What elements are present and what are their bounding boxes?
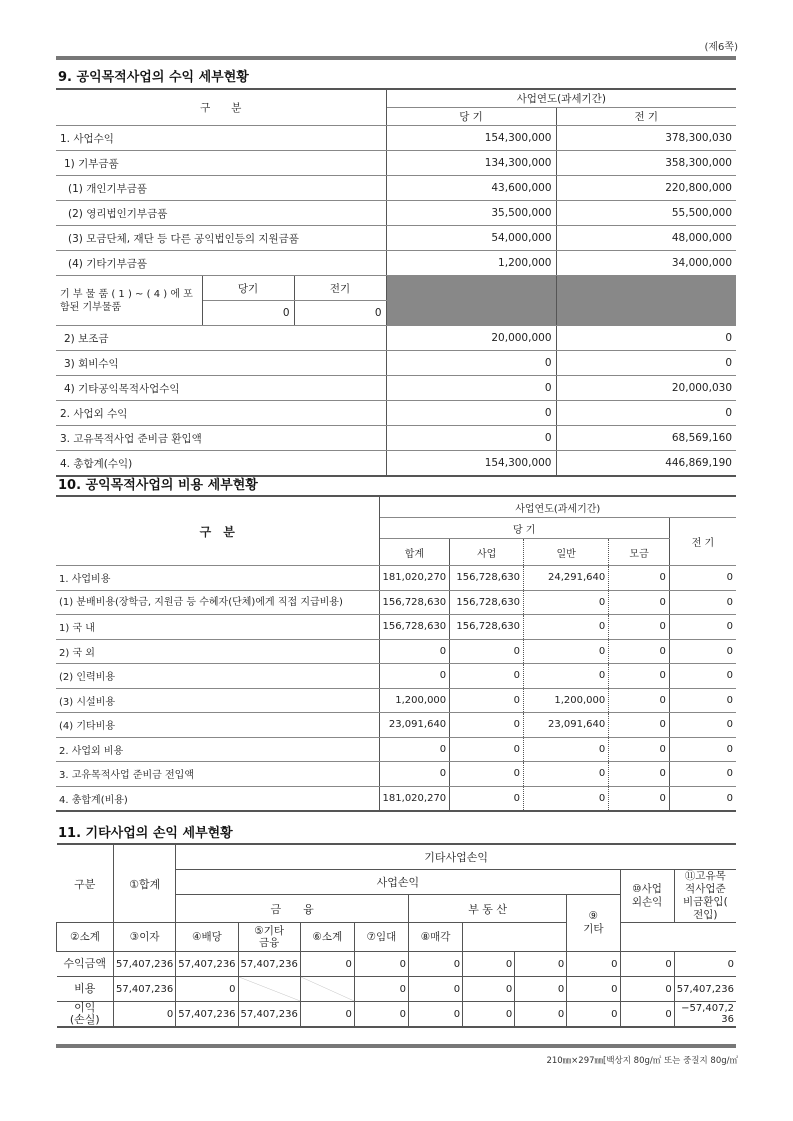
value-cell: 0 [300,1002,354,1028]
revenue-table [56,88,736,477]
value-cell: 0 [669,615,736,640]
value-cell: 0 [609,639,670,664]
value-cell: 0 [609,737,670,762]
value-cell: 0 [176,977,238,1002]
previous-value: 68,569,160 [556,426,736,451]
row-label: 3) 회비수익 [56,351,386,376]
value-cell: 0 [354,952,408,977]
table-row [56,201,736,226]
included-current-value: 0 [202,301,294,326]
included-previous-value: 0 [294,301,386,326]
row-label: (1) 분배비용(장학금, 지원금 등 수혜자(단체)에게 직접 지급비용) [56,590,379,615]
header-finance: 금 융 [176,895,409,923]
row-label: 4. 총합계(비용) [56,786,379,811]
header-kind: 구분 [57,844,114,923]
previous-value: 0 [556,351,736,376]
row-label: 1. 사업수익 [56,126,386,151]
row-label: (2) 인력비용 [56,664,379,689]
row-label: (1) 개인기부금품 [56,176,386,201]
value-cell: 0 [669,639,736,664]
header-current: 당 기 [386,108,556,126]
value-cell: 0 [354,1002,408,1028]
value-cell: 0 [567,952,620,977]
included-previous-label: 전기 [294,276,386,301]
gray-cell [386,276,556,326]
value-cell: 0 [609,786,670,811]
value-cell: 0 [524,737,609,762]
row-label: 비용 [57,977,114,1002]
value-cell: 0 [609,615,670,640]
value-cell: 0 [515,977,567,1002]
subheader-business: 사업 [450,539,524,566]
previous-value: 220,800,000 [556,176,736,201]
header-year: 사업연도(과세기간) [386,89,736,108]
previous-value: 378,300,030 [556,126,736,151]
row-label: (2) 영리법인기부금품 [56,201,386,226]
header-kind: 구 분 [56,496,379,566]
value-cell: 57,407,236 [176,952,238,977]
value-cell: 0 [379,737,450,762]
header-previous: 전 기 [556,108,736,126]
current-value: 0 [386,351,556,376]
value-cell: 156,728,630 [379,590,450,615]
table-row [56,615,736,640]
header-total: ①합계 [114,844,176,923]
subheader-cell: ④배당 [176,923,238,952]
value-cell: 0 [669,762,736,787]
value-cell: 57,407,236 [114,952,176,977]
value-cell: 0 [620,1002,674,1028]
value-cell: 0 [524,615,609,640]
subheader-cell: ⑥소계 [300,923,354,952]
value-cell: 0 [524,664,609,689]
table-row [56,401,736,426]
table-row [56,176,736,201]
table-row [56,688,736,713]
row-label: 2) 보조금 [56,326,386,351]
table-row [56,590,736,615]
row-label: 1. 사업비용 [56,566,379,591]
header-year: 사업연도(과세기간) [379,496,736,518]
row-label: (4) 기타비용 [56,713,379,738]
current-value: 0 [386,401,556,426]
subheader-cell: ⑧매각 [409,923,463,952]
value-cell: 57,407,236 [674,977,736,1002]
value-cell: 0 [609,590,670,615]
value-cell: 0 [609,762,670,787]
value-cell: 0 [524,639,609,664]
value-cell: 0 [669,713,736,738]
current-value: 20,000,000 [386,326,556,351]
value-cell: 0 [567,1002,620,1028]
previous-value: 20,000,030 [556,376,736,401]
table-row [56,351,736,376]
diagonal-empty-cell [238,977,300,1002]
value-cell: 0 [674,952,736,977]
bottom-divider [56,1044,736,1048]
included-current-label: 당기 [202,276,294,301]
subheader-cell: ⑦임대 [354,923,408,952]
value-cell: 0 [409,952,463,977]
header-current: 당 기 [379,518,669,539]
previous-value: 48,000,000 [556,226,736,251]
header-reserve: ⑪고유목 적사업준 비금환입( 전입) [674,870,736,923]
row-label: (4) 기타기부금품 [56,251,386,276]
value-cell: 0 [379,639,450,664]
header-other: 기타사업손익 [176,844,736,870]
table-row [56,713,736,738]
table-row [56,451,736,477]
row-label: 2. 사업외 수익 [56,401,386,426]
value-cell: 0 [450,737,524,762]
header-real-estate: 부 동 산 [409,895,567,923]
current-value: 154,300,000 [386,126,556,151]
row-label: 수익금액 [57,952,114,977]
value-cell: −57,407,236 [674,1002,736,1028]
value-cell: 0 [114,1002,176,1028]
previous-value: 0 [556,326,736,351]
table-row [56,326,736,351]
row-label: 2. 사업외 비용 [56,737,379,762]
current-value: 43,600,000 [386,176,556,201]
table-row [56,664,736,689]
value-cell: 0 [450,713,524,738]
value-cell: 0 [409,977,463,1002]
value-cell: 0 [379,664,450,689]
value-cell: 0 [450,786,524,811]
value-cell: 0 [450,639,524,664]
value-cell: 181,020,270 [379,786,450,811]
previous-value: 446,869,190 [556,451,736,477]
value-cell: 0 [300,952,354,977]
header-kind: 구 분 [56,89,386,126]
value-cell: 0 [669,786,736,811]
section-11-title: 11. 기타사업의 손익 세부현황 [58,826,233,841]
table-row [57,1002,737,1028]
section-10-title: 10. 공익목적사업의 비용 세부현황 [58,478,258,493]
current-value: 54,000,000 [386,226,556,251]
current-value: 0 [386,426,556,451]
value-cell: 24,291,640 [524,566,609,591]
value-cell: 0 [609,664,670,689]
row-label: (3) 모금단체, 재단 등 다른 공익법인등의 지원금품 [56,226,386,251]
value-cell: 0 [379,762,450,787]
table-row [57,977,737,1002]
value-cell: 23,091,640 [524,713,609,738]
value-cell: 0 [669,737,736,762]
row-label: 이익 (손실) [57,1002,114,1028]
table-row [56,566,736,591]
diagonal-empty-cell [300,977,354,1002]
table-row [56,786,736,811]
header-nonbusiness: ⑩사업 외손익 [620,870,674,923]
row-label: 4) 기타공익목적사업수익 [56,376,386,401]
section-9-title: 9. 공익목적사업의 수익 세부현황 [58,70,249,85]
previous-value: 55,500,000 [556,201,736,226]
subheader-cell: ⑤기타 금융 [238,923,300,952]
value-cell: 23,091,640 [379,713,450,738]
footer-paper-spec: 210㎜×297㎜[백상지 80g/㎡ 또는 중질지 80g/㎡ [546,1056,738,1066]
value-cell: 0 [669,688,736,713]
value-cell: 0 [463,952,515,977]
value-cell: 0 [450,762,524,787]
other-business-table [56,843,736,1028]
current-value: 35,500,000 [386,201,556,226]
value-cell: 57,407,236 [176,1002,238,1028]
value-cell: 0 [609,713,670,738]
table-row [56,376,736,401]
value-cell: 57,407,236 [238,952,300,977]
value-cell: 0 [463,1002,515,1028]
table-row [56,426,736,451]
current-value: 0 [386,376,556,401]
value-cell: 156,728,630 [450,566,524,591]
value-cell: 156,728,630 [450,615,524,640]
page-label: (제6쪽) [704,42,738,53]
subheader-total: 합계 [379,539,450,566]
table-row [56,762,736,787]
table-row [56,251,736,276]
table-row [56,226,736,251]
value-cell: 57,407,236 [114,977,176,1002]
previous-value: 34,000,000 [556,251,736,276]
previous-value: 358,300,000 [556,151,736,176]
value-cell: 0 [609,566,670,591]
value-cell: 0 [515,952,567,977]
expense-table [56,495,736,812]
value-cell: 0 [669,590,736,615]
value-cell: 0 [669,566,736,591]
value-cell: 0 [620,952,674,977]
subheader-general: 일반 [524,539,609,566]
subheader-cell: ③이자 [114,923,176,952]
value-cell: 156,728,630 [379,615,450,640]
gray-cell [556,276,736,326]
row-label: 2) 국 외 [56,639,379,664]
value-cell: 1,200,000 [524,688,609,713]
table-row [56,737,736,762]
row-label: 3. 고유목적사업 준비금 전입액 [56,762,379,787]
value-cell: 0 [354,977,408,1002]
value-cell: 1,200,000 [379,688,450,713]
value-cell: 0 [450,688,524,713]
current-value: 154,300,000 [386,451,556,477]
header-etc: ⑨ 기타 [567,895,620,952]
current-value: 1,200,000 [386,251,556,276]
value-cell: 0 [409,1002,463,1028]
value-cell: 0 [450,664,524,689]
row-label: 1) 기부금품 [56,151,386,176]
subheader-fundraising: 모금 [609,539,670,566]
value-cell: 0 [524,786,609,811]
value-cell: 0 [515,1002,567,1028]
top-divider [56,56,736,60]
subheader-cell: ②소계 [57,923,114,952]
value-cell: 0 [524,590,609,615]
value-cell: 181,020,270 [379,566,450,591]
header-previous: 전 기 [669,518,736,566]
value-cell: 0 [524,762,609,787]
row-label: 3. 고유목적사업 준비금 환입액 [56,426,386,451]
value-cell: 0 [609,688,670,713]
table-row [56,639,736,664]
table-row [56,126,736,151]
header-business: 사업손익 [176,870,620,895]
value-cell: 0 [567,977,620,1002]
value-cell: 0 [669,664,736,689]
row-label: (3) 시설비용 [56,688,379,713]
value-cell: 0 [463,977,515,1002]
current-value: 134,300,000 [386,151,556,176]
row-label: 4. 총합계(수익) [56,451,386,477]
value-cell: 0 [620,977,674,1002]
table-row [56,151,736,176]
included-goods-label: 기 부 물 품 ( 1 ) ~ ( 4 ) 에 포함된 기부물품 [56,276,202,326]
previous-value: 0 [556,401,736,426]
table-row [57,952,737,977]
value-cell: 156,728,630 [450,590,524,615]
value-cell: 57,407,236 [238,1002,300,1028]
row-label: 1) 국 내 [56,615,379,640]
